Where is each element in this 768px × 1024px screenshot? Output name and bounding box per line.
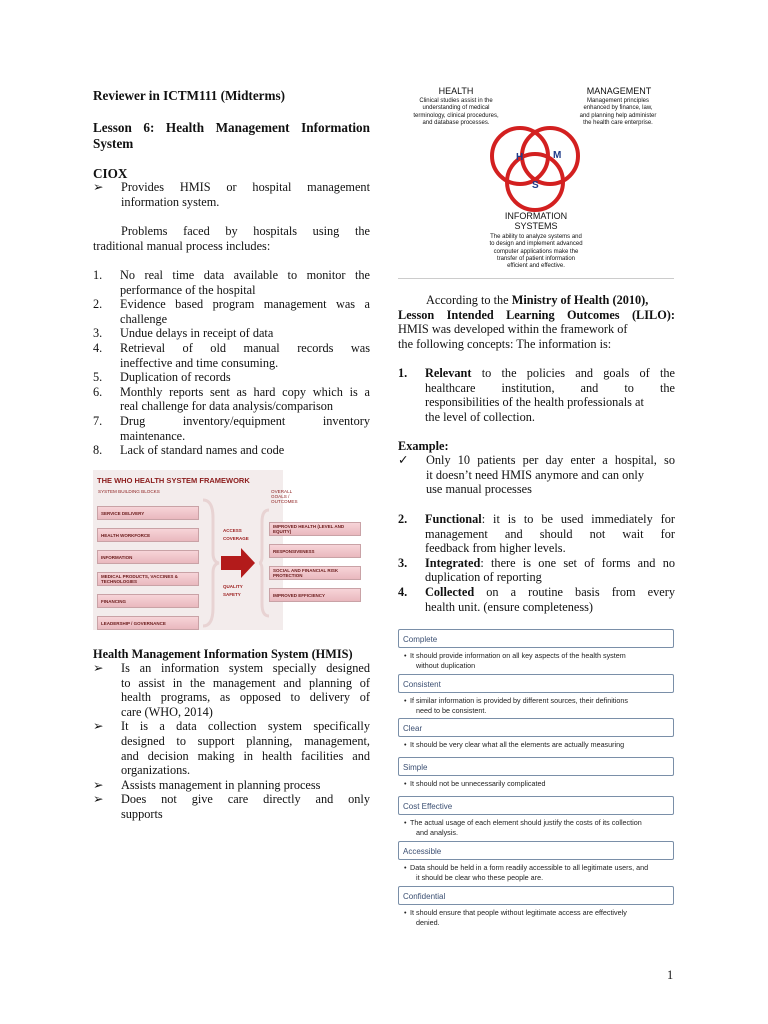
hmis-bullet-line: Is an information system specially designed: [121, 661, 370, 675]
arrow-right-icon: [221, 548, 257, 578]
concept-line1: [425, 585, 675, 600]
arrow-bullet-icon: ➢: [93, 719, 104, 734]
concept-item: [398, 512, 675, 556]
arrow-bullet-icon: ➢: [93, 792, 104, 807]
who-building-block: INFORMATION: [97, 550, 199, 564]
health-text-line: Clinical studies assist in the: [419, 98, 493, 104]
quality-description: [404, 740, 676, 750]
info-text-line: computer applications make the: [493, 248, 579, 255]
hmis-bullet-line: designed to support planning, management,: [121, 733, 370, 748]
concept-term: Functional: [425, 512, 482, 526]
quality-desc-line: [404, 740, 676, 750]
concept-relevant-line2: healthcare institution, and to the: [425, 380, 675, 395]
ciox-bullet-line2: information system.: [121, 194, 220, 209]
bullet-dot-icon: •: [404, 863, 407, 872]
document-title: Reviewer in ICTM111 (Midterms): [93, 88, 286, 103]
concept-l1: : it is to be used immediately for: [481, 512, 675, 526]
who-middle-bottom: [223, 584, 243, 597]
problem-line2: ineffective and time consuming.: [120, 355, 279, 370]
hmis-bullet-line: care (WHO, 2014): [121, 704, 213, 719]
problem-line1: Monthly reports sent as hard copy which is a: [120, 384, 370, 399]
hmis-bullet-item: [93, 719, 370, 777]
who-framework-figure: [93, 470, 345, 630]
brace-icon: [201, 498, 221, 628]
venn-letter-s: S: [532, 180, 539, 191]
concept-line: feedback from higher levels.: [425, 541, 566, 556]
problem-item: [93, 341, 370, 370]
problems-intro-line1: Problems faced by hospitals using the: [121, 224, 370, 238]
problem-line1: Evidence based program management was a: [120, 297, 370, 312]
coverage-label: COVERAGE: [223, 536, 249, 541]
who-left-header: SYSTEM BUILDING BLOCKS: [98, 489, 160, 494]
bullet-dot-icon: •: [404, 740, 407, 749]
quality-desc-text: It should provide information on all key aspects of the health system: [410, 651, 626, 660]
problems-intro: [93, 224, 370, 253]
quality-box: Complete: [398, 629, 674, 648]
health-text-line: terminology, clinical procedures,: [413, 112, 499, 119]
lilo-colon: :: [670, 307, 675, 322]
problem-line1: Undue delays in receipt of data: [120, 326, 274, 341]
quality-desc-line: [404, 818, 676, 828]
info-title-line1: INFORMATION: [504, 211, 568, 221]
quality-desc-text: If similar information is provided by different sources, their definitions: [410, 696, 628, 705]
arrow-bullet-icon: ➢: [93, 777, 104, 792]
problem-number: 1.: [93, 268, 103, 282]
problem-line1: Drug inventory/equipment inventory: [120, 413, 370, 428]
problem-number: 5.: [93, 370, 103, 385]
quality-description: [404, 908, 676, 927]
quality-box: Consistent: [398, 674, 674, 693]
problem-item: [93, 326, 370, 341]
quality-desc-line: need to be consistent.: [416, 705, 487, 715]
management-title: MANAGEMENT: [586, 86, 652, 96]
concept-l1: : there is one set of forms and no: [480, 555, 675, 570]
quality-desc-line: without duplication: [416, 660, 476, 670]
who-right-header: OVERALL GOALS / OUTCOMES: [271, 489, 298, 504]
safety-label: SAFETY: [223, 592, 241, 597]
problem-number: 4.: [93, 340, 103, 355]
concept-item: [398, 585, 675, 614]
concept-term: Integrated: [425, 555, 481, 570]
hmis-bullet-item: [93, 661, 370, 719]
concept-relevant-line3: responsibilities of the health professionals at: [425, 395, 644, 410]
lesson-title: [93, 120, 370, 152]
quality-box: Confidential: [398, 886, 674, 905]
management-text-line: the health care enterprise.: [583, 119, 653, 126]
info-text-line: to design and implement advanced: [489, 241, 583, 248]
example-item: [398, 453, 675, 497]
concept-item: [398, 556, 675, 585]
quality-desc-line: [404, 863, 676, 873]
quality-description: [404, 863, 676, 882]
problem-line2: performance of the hospital: [120, 282, 256, 297]
info-systems-title: [486, 211, 586, 231]
who-middle-top: [223, 528, 249, 541]
concept-number: 2.: [398, 512, 408, 526]
bullet-dot-icon: •: [404, 908, 407, 917]
quality-desc-line: and analysis.: [416, 827, 458, 837]
health-title: HEALTH: [438, 86, 474, 96]
who-building-block: FINANCING: [97, 594, 199, 608]
problem-line1: Duplication of records: [120, 370, 231, 385]
arrow-bullet-icon: ➢: [93, 661, 104, 675]
who-building-block: MEDICAL PRODUCTS, VACCINES & TECHNOLOGIES: [97, 572, 199, 586]
hmis-bullet-line: Assists management in planning process: [121, 777, 321, 792]
example-heading: Example:: [398, 439, 449, 453]
who-outcome: SOCIAL AND FINANCIAL RISK PROTECTION: [269, 566, 361, 580]
concept-relevant: [398, 366, 675, 424]
who-figure-title: THE WHO HEALTH SYSTEM FRAMEWORK: [97, 476, 250, 485]
lesson-title-line1: Lesson 6: Health Management Information: [93, 120, 370, 135]
concept-line: management and should not wait for: [425, 526, 675, 541]
quality-desc-line: [404, 779, 676, 789]
problem-item: [93, 443, 370, 458]
quality-box: Accessible: [398, 841, 674, 860]
ministry-source: Ministry of Health (2010): [511, 293, 646, 307]
quality-desc-text: It should be very clear what all the elements are actually measuring: [410, 740, 625, 749]
quality-box: Simple: [398, 757, 674, 776]
quality-description: [404, 651, 676, 670]
problem-line1: Lack of standard names and code: [120, 443, 285, 458]
lilo-title: Lesson Intended Learning Outcomes (LILO): [398, 307, 671, 322]
who-building-block: SERVICE DELIVERY: [97, 506, 199, 520]
ministry-line1: [398, 293, 675, 308]
ciox-bullet: [93, 180, 370, 209]
quality-desc-line: [404, 908, 676, 918]
ministry-comma: ,: [645, 293, 649, 307]
problem-number: 8.: [93, 443, 103, 458]
info-text-line: The ability to analyze systems and: [490, 234, 582, 240]
bullet-dot-icon: •: [404, 651, 407, 660]
problem-item: [93, 414, 370, 443]
concept-number: 1.: [398, 366, 408, 380]
problem-line1: No real time data available to monitor the: [120, 268, 370, 282]
hmis-bullet-line: It is a data collection system specifically: [121, 719, 370, 734]
arrow-bullet-icon: ➢: [93, 180, 104, 194]
concept-relevant-term: Relevant: [425, 366, 472, 380]
management-text-line: Management principles: [586, 98, 650, 104]
quality-desc-text: Data should be held in a form readily accessible to all legitimate users, and: [410, 863, 649, 872]
example-line: it doesn’t need HMIS anymore and can only: [426, 467, 644, 482]
problem-item: [93, 297, 370, 326]
concept-number: 3.: [398, 555, 408, 570]
venn-letter-h: H: [516, 152, 524, 163]
concept-line1: [425, 512, 675, 527]
ministry-paragraph: [398, 293, 675, 351]
problem-line2: challenge: [120, 311, 168, 326]
ministry-line2: [398, 308, 675, 323]
example-line: use manual processes: [426, 482, 532, 497]
quality-description: [404, 696, 676, 715]
hmis-bullet-line: to assist in the management and planning of: [121, 675, 370, 690]
concept-number: 4.: [398, 584, 408, 599]
hmis-bullet-line: Does not give care directly and only: [121, 792, 370, 807]
ministry-pre: According to the: [426, 293, 512, 307]
who-building-block: LEADERSHIP / GOVERNANCE: [97, 616, 199, 630]
concepts-more: [398, 512, 675, 614]
quality-desc-line: it should be clear who these people are.: [416, 872, 544, 882]
problem-line1: Retrieval of old manual records was: [120, 340, 370, 355]
hmis-bullet-line: and decision making in health facilities and: [121, 748, 370, 763]
concept-relevant-line1: [425, 366, 675, 381]
quality-desc-line: [404, 651, 676, 661]
problem-item: [93, 268, 370, 297]
ministry-line3: HMIS was developed within the framework of: [398, 322, 628, 337]
bullet-dot-icon: •: [404, 696, 407, 705]
hmis-heading: Health Management Information System (HMIS): [93, 647, 353, 661]
hmis-bullet-item: [93, 792, 370, 821]
bullet-dot-icon: •: [404, 779, 407, 788]
quality-box: Cost Effective: [398, 796, 674, 815]
concept-relevant-l1: to the policies and goals of the: [471, 366, 675, 380]
venn-letter-m: M: [553, 150, 562, 161]
who-building-block: HEALTH WORKFORCE: [97, 528, 199, 542]
lesson-title-line2: System: [93, 136, 134, 151]
quality-desc-line: denied.: [416, 917, 440, 927]
ciox-heading: CIOX: [93, 166, 128, 181]
problem-item: [93, 370, 370, 385]
problems-list: [93, 268, 370, 458]
concept-line1: [425, 556, 675, 571]
hmis-bullet-line: organizations.: [121, 763, 191, 778]
management-text-line: enhanced by finance, law,: [583, 105, 653, 112]
management-text-line: and planning help administer: [579, 112, 657, 119]
hmis-bullet-line: health programs, as opposed to delivery of: [121, 690, 370, 705]
quality-desc-text: It should ensure that people without legitimate access are effectively: [410, 908, 627, 917]
health-text-line: and database processes.: [422, 119, 490, 126]
who-outcome: IMPROVED HEALTH (LEVEL AND EQUITY): [269, 522, 361, 536]
info-text-line: efficient and effective.: [507, 263, 565, 270]
checkmark-icon: ✓: [398, 453, 409, 467]
concept-relevant-line4: the level of collection.: [425, 409, 535, 424]
page-number: 1: [667, 968, 674, 982]
hmis-bullet-item: [93, 778, 370, 793]
info-systems-text: [468, 234, 604, 270]
hms-venn-diagram: [486, 122, 586, 214]
problem-item: [93, 385, 370, 414]
concept-line: health unit. (ensure completeness): [425, 599, 594, 614]
concept-l1: on a routine basis from every: [474, 584, 675, 599]
example-line: Only 10 patients per day enter a hospital, so: [426, 453, 675, 467]
problems-intro-line2: traditional manual process includes:: [93, 238, 271, 253]
ciox-bullet-line1: Provides HMIS or hospital management: [121, 180, 370, 194]
who-outcome: IMPROVED EFFICIENCY: [269, 588, 361, 602]
problem-line2: maintenance.: [120, 428, 186, 443]
problem-number: 7.: [93, 413, 103, 428]
concept-line: duplication of reporting: [425, 570, 542, 585]
problem-number: 6.: [93, 384, 103, 399]
bullet-dot-icon: •: [404, 818, 407, 827]
quality-label: QUALITY: [223, 584, 243, 589]
who-outcome: RESPONSIVENESS: [269, 544, 361, 558]
problem-line2: real challenge for data analysis/comparison: [120, 399, 334, 414]
quality-box: Clear: [398, 718, 674, 737]
problem-number: 3.: [93, 326, 103, 341]
hms-figure: [398, 86, 674, 279]
ministry-line4: the following concepts: The information is:: [398, 336, 612, 351]
quality-description: [404, 779, 676, 789]
quality-desc-text: The actual usage of each element should justify the costs of its collection: [410, 818, 642, 827]
info-title-line2: SYSTEMS: [514, 221, 558, 231]
quality-description: [404, 818, 676, 837]
problem-number: 2.: [93, 297, 103, 312]
info-text-line: transfer of patient information: [496, 255, 576, 262]
access-label: ACCESS: [223, 528, 242, 533]
health-text-line: understanding of medical: [422, 105, 490, 112]
quality-desc-line: [404, 696, 676, 706]
hmis-bullet-line: supports: [121, 806, 163, 821]
concept-term: Collected: [425, 584, 475, 599]
hmis-bullets: [93, 661, 370, 822]
quality-desc-text: It should not be unnecessarily complicated: [410, 779, 546, 788]
